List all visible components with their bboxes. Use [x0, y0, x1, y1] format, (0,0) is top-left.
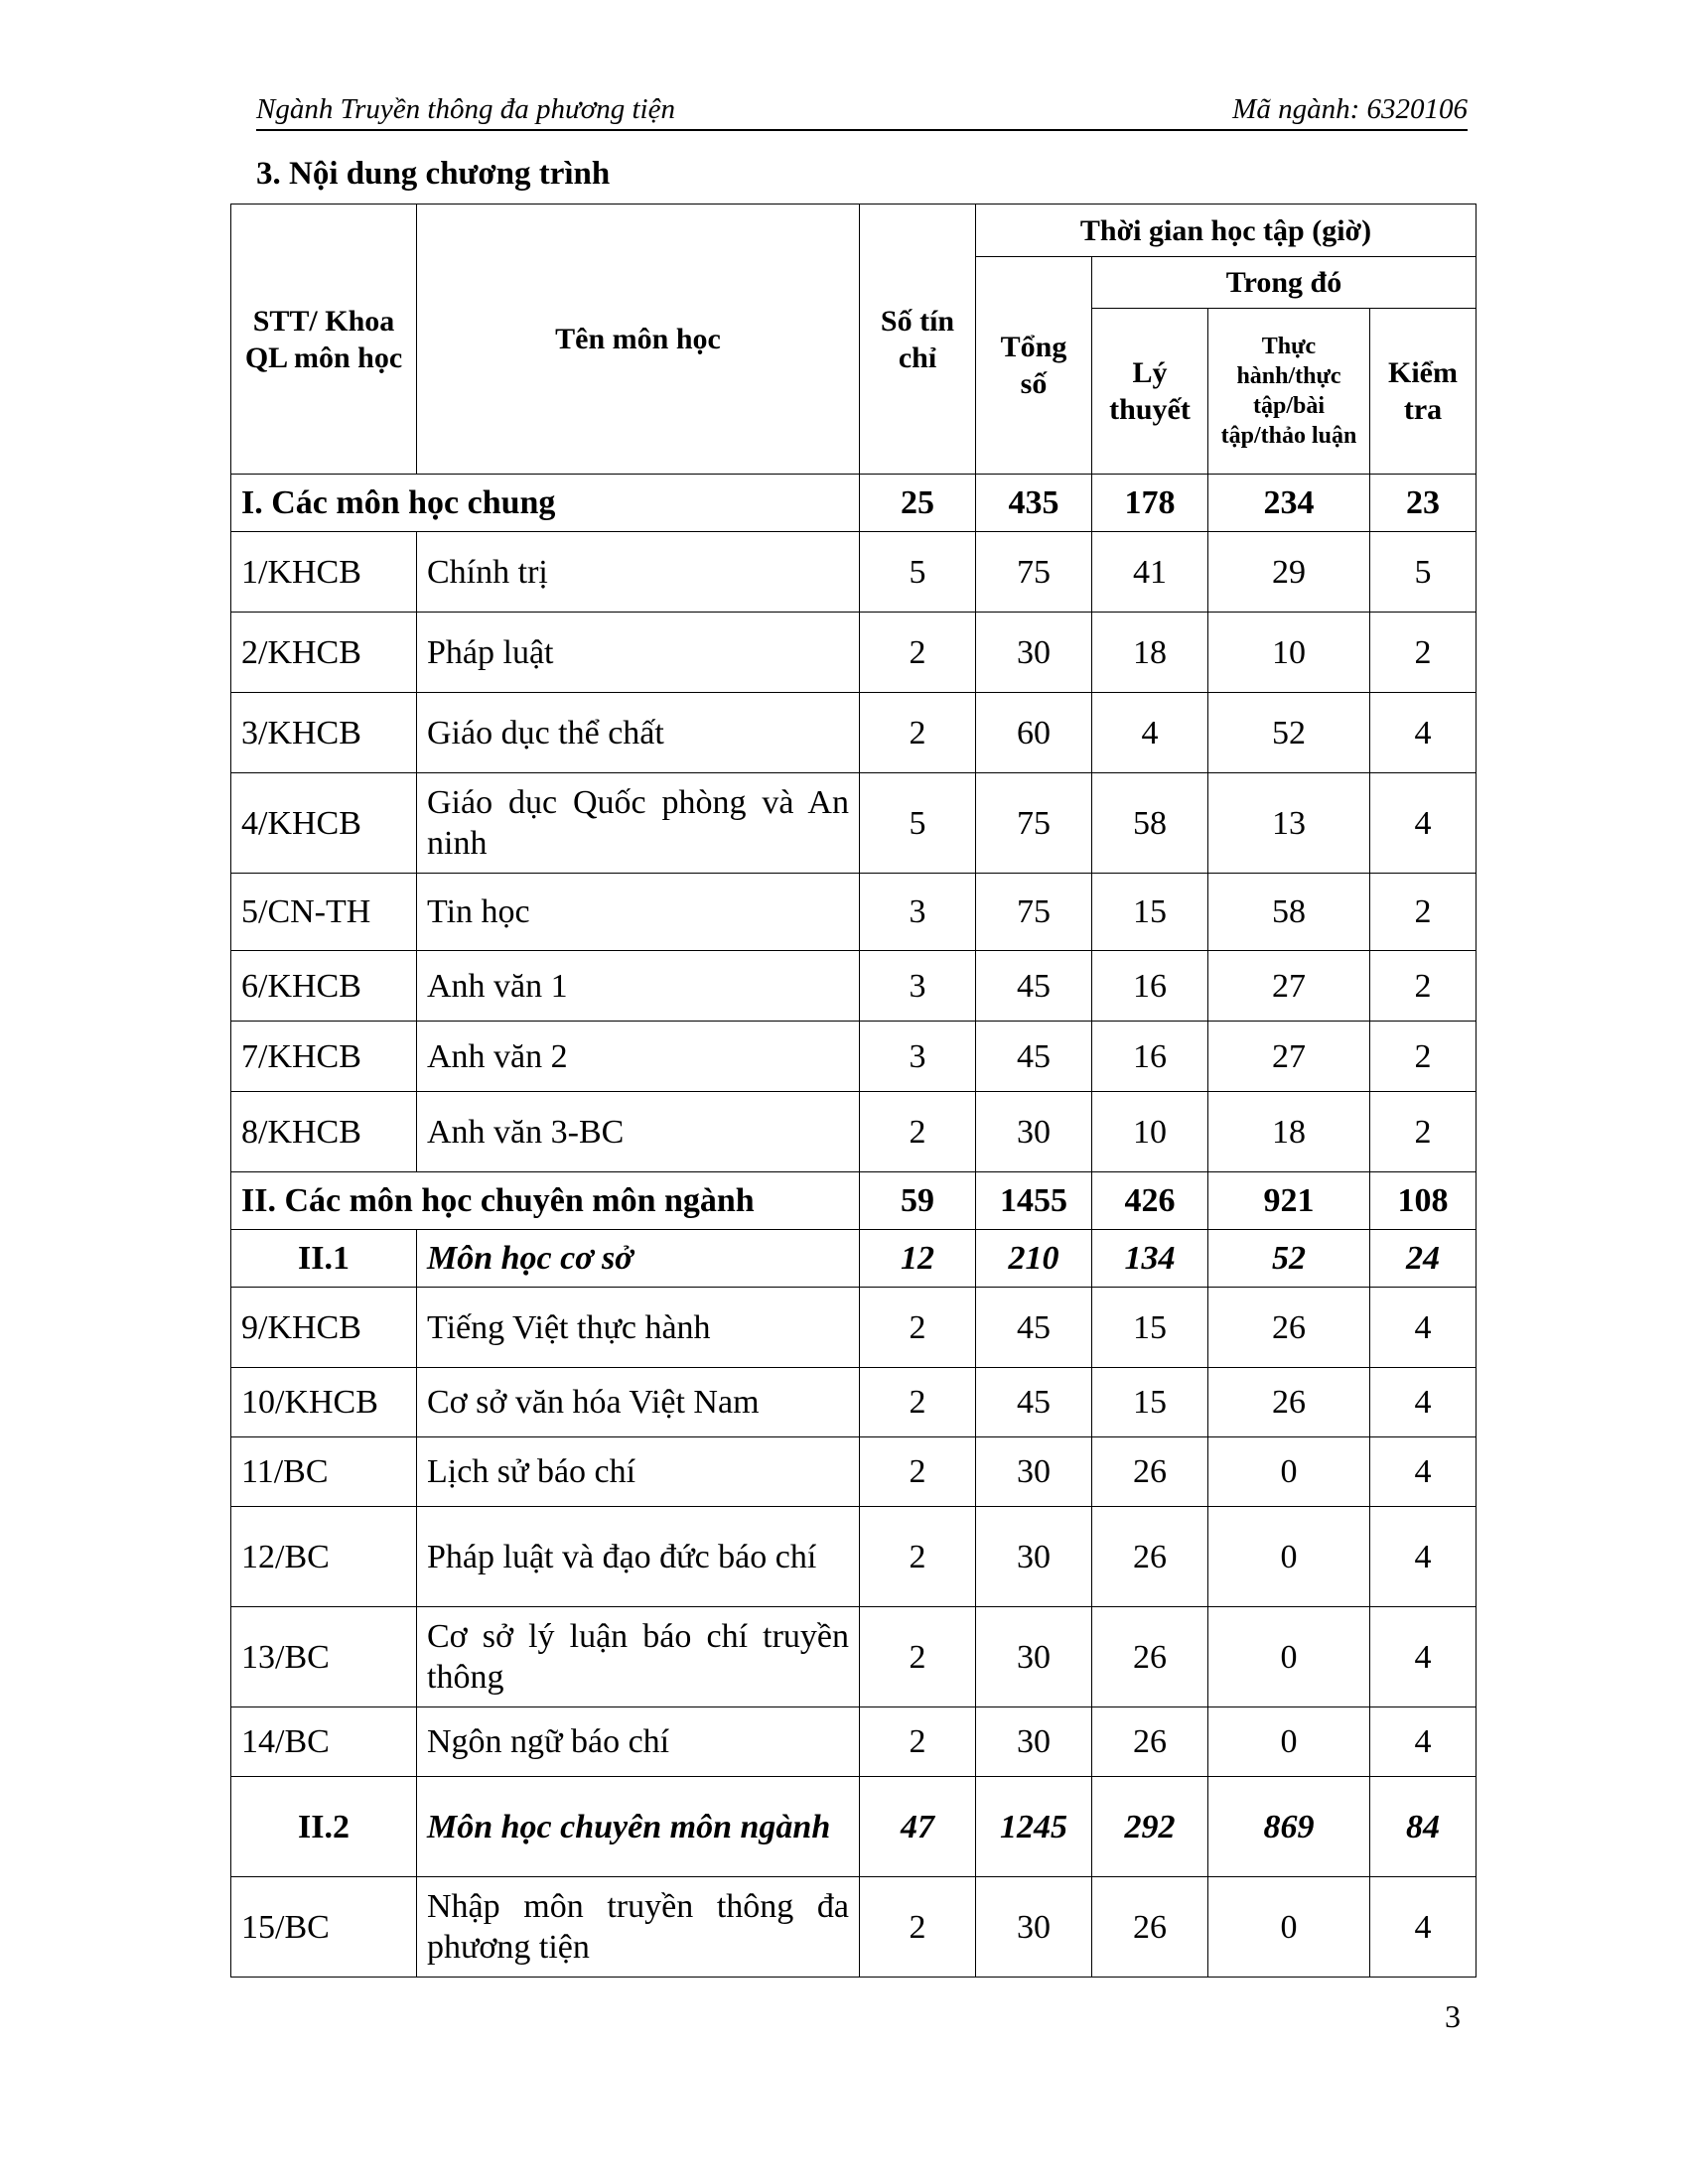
cell-practice: 27 — [1208, 1022, 1370, 1092]
table-row — [231, 1368, 1477, 1437]
cell-credits: 3 — [860, 874, 976, 951]
table-header — [231, 205, 1477, 475]
cell-credits: 2 — [860, 1707, 976, 1777]
header-program-code: Mã ngành: 6320106 — [1232, 93, 1468, 125]
table-row — [231, 1437, 1477, 1507]
group-name: I. Các môn học chung — [231, 475, 860, 532]
subject-name: Pháp luật và đạo đức báo chí — [417, 1507, 860, 1607]
col-header-credits: Số tín chỉ — [860, 205, 976, 475]
cell-test: 4 — [1370, 1288, 1477, 1368]
subject-code: 6/KHCB — [231, 951, 417, 1022]
col-header-name: Tên môn học — [417, 205, 860, 475]
cell-practice: 10 — [1208, 613, 1370, 693]
cell-practice: 26 — [1208, 1288, 1370, 1368]
cell-practice: 26 — [1208, 1368, 1370, 1437]
subject-code: 10/KHCB — [231, 1368, 417, 1437]
cell-theory: 26 — [1092, 1437, 1208, 1507]
table-row — [231, 1607, 1477, 1707]
cell-total: 45 — [976, 1022, 1092, 1092]
cell-credits: 2 — [860, 613, 976, 693]
table-row — [231, 613, 1477, 693]
cell-practice: 234 — [1208, 475, 1370, 532]
subject-code: 12/BC — [231, 1507, 417, 1607]
cell-test: 108 — [1370, 1172, 1477, 1230]
cell-credits: 2 — [860, 1607, 976, 1707]
cell-test: 5 — [1370, 532, 1477, 613]
cell-practice: 0 — [1208, 1437, 1370, 1507]
cell-total: 30 — [976, 1507, 1092, 1607]
cell-test: 2 — [1370, 613, 1477, 693]
cell-theory: 426 — [1092, 1172, 1208, 1230]
cell-credits: 59 — [860, 1172, 976, 1230]
cell-total: 30 — [976, 1877, 1092, 1978]
subject-name: Cơ sở văn hóa Việt Nam — [417, 1368, 860, 1437]
table-row — [231, 1288, 1477, 1368]
curriculum-table — [230, 204, 1477, 1978]
cell-practice: 29 — [1208, 532, 1370, 613]
cell-theory: 41 — [1092, 532, 1208, 613]
running-header — [256, 89, 1468, 131]
table-row — [231, 1507, 1477, 1607]
subject-name: Anh văn 3-BC — [417, 1092, 860, 1172]
subject-code: 1/KHCB — [231, 532, 417, 613]
cell-test: 4 — [1370, 693, 1477, 773]
cell-theory: 26 — [1092, 1707, 1208, 1777]
cell-test: 2 — [1370, 1092, 1477, 1172]
subject-name: Chính trị — [417, 532, 860, 613]
table-row — [231, 1707, 1477, 1777]
subject-name: Anh văn 1 — [417, 951, 860, 1022]
cell-credits: 5 — [860, 773, 976, 874]
cell-theory: 134 — [1092, 1230, 1208, 1288]
cell-theory: 10 — [1092, 1092, 1208, 1172]
cell-practice: 13 — [1208, 773, 1370, 874]
cell-test: 23 — [1370, 475, 1477, 532]
cell-test: 2 — [1370, 874, 1477, 951]
page-number: 3 — [1445, 1998, 1461, 2034]
cell-practice: 27 — [1208, 951, 1370, 1022]
table-body — [231, 475, 1477, 1978]
cell-practice: 18 — [1208, 1092, 1370, 1172]
cell-test: 4 — [1370, 1607, 1477, 1707]
cell-test: 2 — [1370, 951, 1477, 1022]
table-row — [231, 951, 1477, 1022]
table-row — [231, 693, 1477, 773]
cell-practice: 52 — [1208, 1230, 1370, 1288]
cell-credits: 47 — [860, 1777, 976, 1877]
table-row — [231, 874, 1477, 951]
table-row — [231, 1022, 1477, 1092]
cell-test: 4 — [1370, 1368, 1477, 1437]
cell-credits: 5 — [860, 532, 976, 613]
col-header-of-which: Trong đó — [1092, 257, 1477, 309]
cell-practice: 58 — [1208, 874, 1370, 951]
cell-theory: 4 — [1092, 693, 1208, 773]
cell-test: 4 — [1370, 773, 1477, 874]
subject-code: 2/KHCB — [231, 613, 417, 693]
cell-theory: 292 — [1092, 1777, 1208, 1877]
cell-theory: 18 — [1092, 613, 1208, 693]
col-header-time: Thời gian học tập (giờ) — [976, 205, 1477, 257]
group-row — [231, 475, 1477, 532]
subject-code: II.1 — [231, 1230, 417, 1288]
cell-theory: 26 — [1092, 1607, 1208, 1707]
cell-practice: 52 — [1208, 693, 1370, 773]
group-row — [231, 1172, 1477, 1230]
subject-name: Môn học cơ sở — [417, 1230, 860, 1288]
cell-test: 84 — [1370, 1777, 1477, 1877]
cell-credits: 2 — [860, 1437, 976, 1507]
cell-credits: 12 — [860, 1230, 976, 1288]
cell-theory: 16 — [1092, 951, 1208, 1022]
subject-code: 15/BC — [231, 1877, 417, 1978]
subject-name: Anh văn 2 — [417, 1022, 860, 1092]
cell-total: 1455 — [976, 1172, 1092, 1230]
col-header-theory: Lý thuyết — [1092, 309, 1208, 475]
cell-total: 30 — [976, 613, 1092, 693]
cell-total: 1245 — [976, 1777, 1092, 1877]
cell-test: 4 — [1370, 1437, 1477, 1507]
cell-practice: 0 — [1208, 1607, 1370, 1707]
subject-name: Ngôn ngữ báo chí — [417, 1707, 860, 1777]
subject-name: Giáo dục Quốc phòng và An ninh — [417, 773, 860, 874]
cell-total: 435 — [976, 475, 1092, 532]
cell-test: 24 — [1370, 1230, 1477, 1288]
subject-name: Cơ sở lý luận báo chí truyền thông — [417, 1607, 860, 1707]
col-header-test: Kiểm tra — [1370, 309, 1477, 475]
cell-total: 30 — [976, 1092, 1092, 1172]
subject-name: Pháp luật — [417, 613, 860, 693]
subject-code: 14/BC — [231, 1707, 417, 1777]
subject-name: Lịch sử báo chí — [417, 1437, 860, 1507]
subject-name: Tin học — [417, 874, 860, 951]
subject-code: 5/CN-TH — [231, 874, 417, 951]
cell-credits: 2 — [860, 1368, 976, 1437]
subject-code: 8/KHCB — [231, 1092, 417, 1172]
cell-credits: 2 — [860, 1507, 976, 1607]
section-title: 3. Nội dung chương trình — [256, 156, 611, 192]
cell-theory: 15 — [1092, 1288, 1208, 1368]
cell-practice: 0 — [1208, 1877, 1370, 1978]
cell-theory: 15 — [1092, 874, 1208, 951]
cell-theory: 26 — [1092, 1877, 1208, 1978]
cell-credits: 2 — [860, 1877, 976, 1978]
cell-credits: 25 — [860, 475, 976, 532]
cell-theory: 16 — [1092, 1022, 1208, 1092]
table-row — [231, 532, 1477, 613]
cell-practice: 0 — [1208, 1507, 1370, 1607]
subgroup-row — [231, 1777, 1477, 1877]
cell-test: 4 — [1370, 1507, 1477, 1607]
subject-code: 11/BC — [231, 1437, 417, 1507]
table-row — [231, 773, 1477, 874]
subgroup-row — [231, 1230, 1477, 1288]
subject-code: II.2 — [231, 1777, 417, 1877]
subject-code: 4/KHCB — [231, 773, 417, 874]
cell-practice: 921 — [1208, 1172, 1370, 1230]
cell-theory: 15 — [1092, 1368, 1208, 1437]
cell-credits: 2 — [860, 1092, 976, 1172]
cell-theory: 58 — [1092, 773, 1208, 874]
subject-code: 3/KHCB — [231, 693, 417, 773]
cell-theory: 26 — [1092, 1507, 1208, 1607]
cell-total: 75 — [976, 773, 1092, 874]
table-row — [231, 1877, 1477, 1978]
cell-theory: 178 — [1092, 475, 1208, 532]
cell-total: 60 — [976, 693, 1092, 773]
cell-practice: 869 — [1208, 1777, 1370, 1877]
cell-credits: 3 — [860, 951, 976, 1022]
cell-total: 45 — [976, 1368, 1092, 1437]
cell-total: 45 — [976, 951, 1092, 1022]
col-header-stt: STT/ Khoa QL môn học — [231, 205, 417, 475]
cell-total: 75 — [976, 874, 1092, 951]
cell-total: 45 — [976, 1288, 1092, 1368]
subject-name: Giáo dục thể chất — [417, 693, 860, 773]
cell-credits: 2 — [860, 693, 976, 773]
cell-total: 75 — [976, 532, 1092, 613]
cell-credits: 2 — [860, 1288, 976, 1368]
cell-total: 30 — [976, 1607, 1092, 1707]
subject-name: Nhập môn truyền thông đa phương tiện — [417, 1877, 860, 1978]
cell-credits: 3 — [860, 1022, 976, 1092]
cell-test: 4 — [1370, 1707, 1477, 1777]
table-row — [231, 1092, 1477, 1172]
group-name: II. Các môn học chuyên môn ngành — [231, 1172, 860, 1230]
subject-code: 9/KHCB — [231, 1288, 417, 1368]
subject-name: Môn học chuyên môn ngành — [417, 1777, 860, 1877]
subject-code: 7/KHCB — [231, 1022, 417, 1092]
header-program-name: Ngành Truyền thông đa phương tiện — [256, 93, 675, 125]
cell-practice: 0 — [1208, 1707, 1370, 1777]
cell-test: 4 — [1370, 1877, 1477, 1978]
subject-code: 13/BC — [231, 1607, 417, 1707]
col-header-total: Tổng số — [976, 257, 1092, 475]
cell-total: 30 — [976, 1437, 1092, 1507]
subject-name: Tiếng Việt thực hành — [417, 1288, 860, 1368]
cell-total: 30 — [976, 1707, 1092, 1777]
cell-test: 2 — [1370, 1022, 1477, 1092]
col-header-practice: Thực hành/thực tập/bài tập/thảo luận — [1208, 309, 1370, 475]
cell-total: 210 — [976, 1230, 1092, 1288]
